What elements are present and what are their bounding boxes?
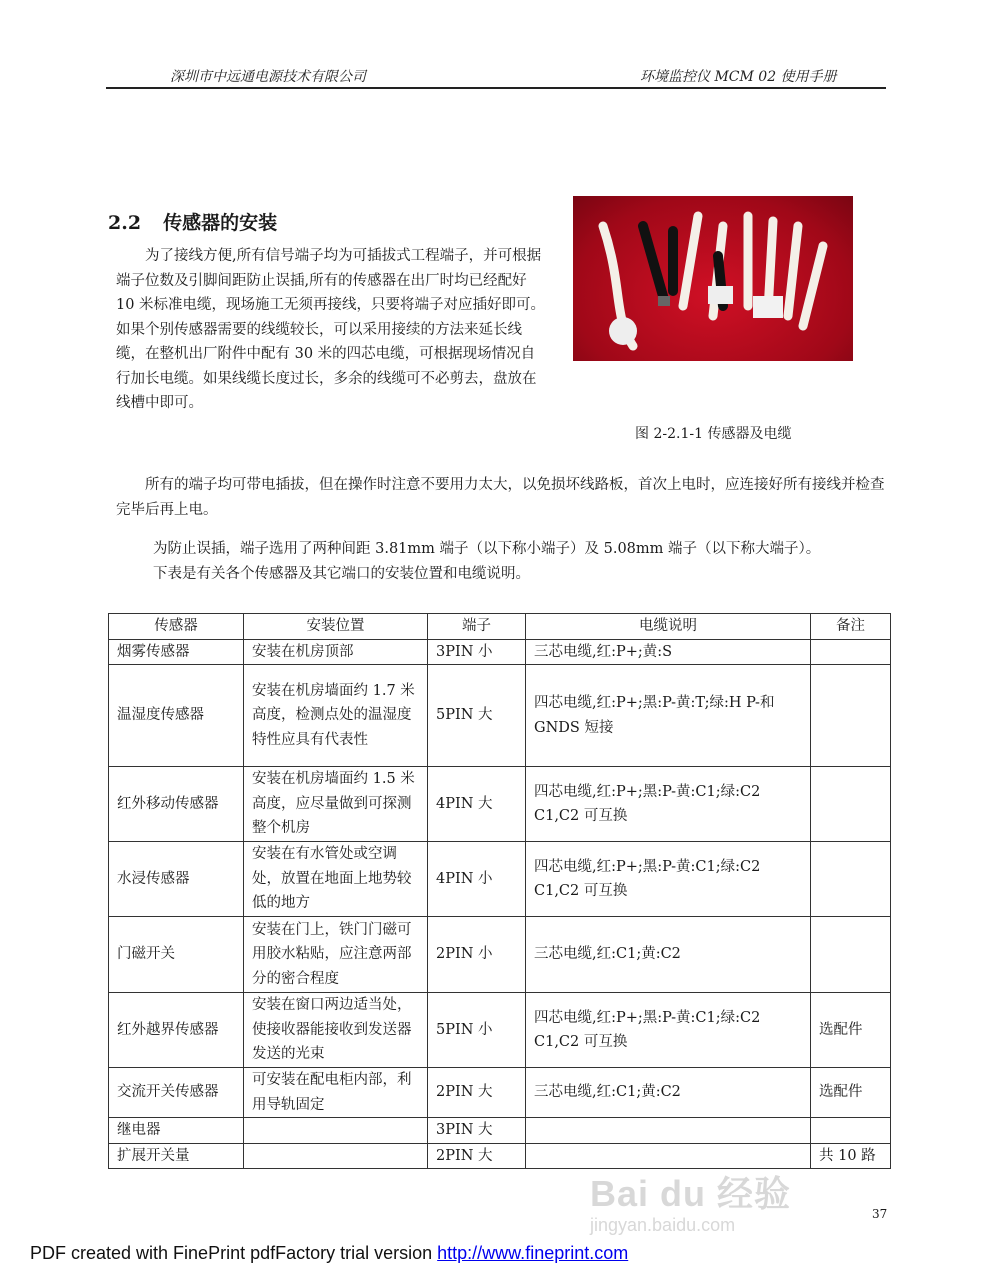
cell-sensor: 烟雾传感器	[109, 639, 244, 665]
sensor-installation-table	[108, 613, 891, 1169]
table-header-row	[109, 614, 891, 640]
col-header-note: 备注	[811, 614, 891, 640]
table-intro-text: 下表是有关各个传感器及其它端口的安装位置和电缆说明。	[153, 566, 530, 582]
cell-location: 安装在机房顶部	[244, 639, 428, 665]
cell-sensor: 温湿度传感器	[109, 665, 244, 767]
cell-location: 安装在有水管处或空调处，放置在地面上地势较低的地方	[244, 842, 428, 917]
cell-cable	[526, 1143, 811, 1169]
cell-cable: 三芯电缆,红:C1;黄:C2	[526, 1068, 811, 1118]
col-header-sensor: 传感器	[109, 614, 244, 640]
cell-cable: 四芯电缆,红:P+;黑:P-黄:T;绿:H P-和 GNDS 短接	[526, 665, 811, 767]
col-header-terminal: 端子	[428, 614, 526, 640]
cell-note: 选配件	[811, 993, 891, 1068]
cell-terminal: 2PIN 小	[428, 917, 526, 993]
cell-note	[811, 767, 891, 842]
header-manual-title: 环境监控仪 MCM 02 使用手册	[640, 69, 837, 85]
pdf-footer	[30, 1243, 628, 1264]
cell-terminal: 4PIN 大	[428, 767, 526, 842]
header-company: 深圳市中远通电源技术有限公司	[170, 69, 366, 85]
cell-cable: 三芯电缆,红:P+;黄:S	[526, 639, 811, 665]
cell-sensor: 红外越界传感器	[109, 993, 244, 1068]
cell-terminal: 3PIN 大	[428, 1118, 526, 1144]
section-heading	[108, 208, 299, 235]
cell-terminal: 4PIN 小	[428, 842, 526, 917]
footer-text: PDF created with FinePrint pdfFactory trial version	[30, 1243, 438, 1263]
header-divider	[106, 87, 886, 89]
cell-location: 安装在门上，铁门门磁可用胶水粘贴，应注意两部分的密合程度	[244, 917, 428, 993]
cell-note: 共 10 路	[811, 1143, 891, 1169]
cell-cable: 四芯电缆,红:P+;黑:P-黄:C1;绿:C2 C1,C2 可互换	[526, 767, 811, 842]
table-row	[109, 842, 891, 917]
cell-location: 可安装在配电柜内部，利用导轨固定	[244, 1068, 428, 1118]
cell-sensor: 红外移动传感器	[109, 767, 244, 842]
cell-sensor: 交流开关传感器	[109, 1068, 244, 1118]
cell-terminal: 5PIN 小	[428, 993, 526, 1068]
table-row	[109, 639, 891, 665]
cell-location: 安装在窗口两边适当处，使接收器能接收到发送器发送的光束	[244, 993, 428, 1068]
cell-cable: 四芯电缆,红:P+;黑:P-黄:C1;绿:C2 C1,C2 可互换	[526, 993, 811, 1068]
col-header-location: 安装位置	[244, 614, 428, 640]
cell-terminal: 5PIN 大	[428, 665, 526, 767]
baidu-watermark	[590, 1174, 850, 1236]
col-header-cable: 电缆说明	[526, 614, 811, 640]
cell-location	[244, 1118, 428, 1144]
section-title: 传感器的安装	[163, 212, 278, 234]
cell-sensor: 门磁开关	[109, 917, 244, 993]
cell-location	[244, 1143, 428, 1169]
table-row	[109, 1118, 891, 1144]
cell-note	[811, 1118, 891, 1144]
terminal-spacing-text: 为防止误插，端子选用了两种间距 3.81mm 端子（以下称小端子）及 5.08mm 端子（以下称大端子）。	[153, 541, 821, 557]
cell-note	[811, 665, 891, 767]
cell-terminal: 2PIN 大	[428, 1143, 526, 1169]
cell-location: 安装在机房墙面约 1.7 米高度，检测点处的温湿度特性应具有代表性	[244, 665, 428, 767]
cell-note: 选配件	[811, 1068, 891, 1118]
table-row	[109, 917, 891, 993]
fineprint-link[interactable]: http://www.fineprint.com	[437, 1243, 629, 1263]
figure-caption: 图 2-2.1-1 传感器及电缆	[635, 426, 792, 442]
cell-sensor: 扩展开关量	[109, 1143, 244, 1169]
hot-plug-paragraph: 所有的端子均可带电插拔，但在操作时注意不要用力太大，以免损坏线路板，首次上电时，应连接好所有接线并检查完毕后再上电。	[116, 477, 885, 518]
table-row	[109, 665, 891, 767]
sensor-cables-photo	[573, 196, 853, 361]
cell-note	[811, 917, 891, 993]
section-number: 2.2	[108, 212, 142, 234]
cell-sensor: 水浸传感器	[109, 842, 244, 917]
cell-sensor: 继电器	[109, 1118, 244, 1144]
table-row	[109, 1068, 891, 1118]
table-row	[109, 767, 891, 842]
table-row	[109, 993, 891, 1068]
table-row	[109, 1143, 891, 1169]
cell-terminal: 3PIN 小	[428, 639, 526, 665]
cell-terminal: 2PIN 大	[428, 1068, 526, 1118]
watermark-brand: Bai du 经验	[590, 1173, 792, 1214]
intro-paragraph: 为了接线方便,所有信号端子均为可插拔式工程端子，并可根据端子位数及引脚间距防止误插,所有的传感器在出厂时均已经配好 10 米标准电缆，现场施工无须再接线，只要将端子对应插好即可。如果个别传感器需要的线缆较长，可以采用接续的方法来延长线缆，在整机出厂附件中配有 30 米的四芯电缆，可根据现场情况自行加长电缆。如果线缆长度过长，多余的线缆可不必剪去，盘放在线槽中即可。	[116, 248, 546, 411]
cell-note	[811, 639, 891, 665]
cell-note	[811, 842, 891, 917]
cell-cable: 四芯电缆,红:P+;黑:P-黄:C1;绿:C2 C1,C2 可互换	[526, 842, 811, 917]
cell-cable	[526, 1118, 811, 1144]
page-number: 37	[872, 1207, 888, 1221]
cell-location: 安装在机房墙面约 1.5 米高度，应尽量做到可探测整个机房	[244, 767, 428, 842]
cell-cable: 三芯电缆,红:C1;黄:C2	[526, 917, 811, 993]
watermark-url: jingyan.baidu.com	[590, 1215, 736, 1235]
photo-illustration	[573, 196, 853, 361]
